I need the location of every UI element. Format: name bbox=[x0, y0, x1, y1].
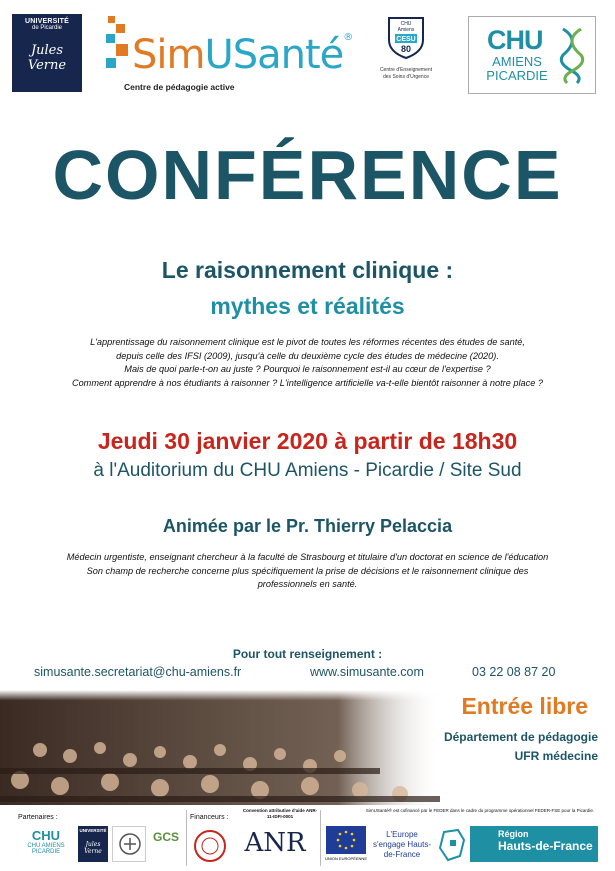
seal-icon bbox=[190, 828, 230, 864]
gcs-label: GCS bbox=[152, 830, 179, 844]
intro-line: Mais de quoi parle-t-on au juste ? Pourquoi le raisonnement est-il au cœur de l'expertise ? bbox=[124, 364, 491, 374]
cesu-number: 80 bbox=[400, 44, 412, 54]
simusante-part1: Sim bbox=[132, 32, 205, 78]
france-map-icon bbox=[436, 826, 468, 866]
chu-small-logo bbox=[18, 826, 74, 862]
region-name: Hauts-de-France bbox=[498, 839, 593, 853]
cesu-top2: Amiens bbox=[397, 27, 415, 33]
dept-line2: UFR médecine bbox=[514, 749, 598, 763]
chu-amiens-logo bbox=[468, 16, 596, 94]
chu-small-title: CHU bbox=[31, 828, 61, 843]
dna-helix-icon bbox=[559, 25, 585, 85]
speaker-bio bbox=[0, 551, 615, 592]
simusante-wordmark bbox=[132, 32, 352, 78]
partners-label: Partenaires : bbox=[18, 814, 58, 821]
gcs-logo bbox=[150, 826, 182, 862]
subtitle-line2: mythes et réalités bbox=[210, 293, 405, 319]
chu-line1: AMIENS bbox=[492, 54, 542, 69]
dept-line1: Département de pédagogie bbox=[443, 730, 598, 744]
convention-note: Convention attributive d'aide ANR-11-IDFI-0001 bbox=[242, 808, 318, 819]
bio-line: Médecin urgentiste, enseignant chercheur à la faculté de Strasbourg et titulaire d'un doctorat en science de l'éducation bbox=[66, 552, 549, 562]
anr-logo: ANR bbox=[234, 828, 316, 864]
ujv-small-line1: UNIVERSITÉ bbox=[79, 828, 107, 833]
event-place: à l'Auditorium du CHU Amiens - Picardie / Site Sud bbox=[93, 460, 522, 481]
simusante-part2: USanté bbox=[204, 32, 344, 78]
region-label: Région bbox=[498, 829, 529, 839]
emblem-icon bbox=[113, 827, 146, 862]
cesu-label: CESU bbox=[396, 36, 416, 43]
ujv-small-signature: Jules Verne bbox=[84, 841, 102, 855]
chu-title: CHU bbox=[487, 25, 543, 55]
ujv-line1: UNIVERSITÉ bbox=[24, 18, 69, 25]
region-map-logo bbox=[436, 826, 468, 866]
cesu-caption1: Centre d'Enseignement bbox=[379, 67, 433, 73]
chu-line2: PICARDIE bbox=[486, 68, 548, 83]
european-union-logo bbox=[324, 826, 368, 866]
simusante-logo bbox=[106, 16, 353, 94]
subtitle-line1: Le raisonnement clinique : bbox=[161, 257, 454, 283]
cesu-80-logo bbox=[364, 14, 448, 98]
cesu-top1: CHU bbox=[400, 21, 412, 27]
contact-phone: 03 22 08 87 20 bbox=[472, 665, 556, 679]
department-info bbox=[444, 728, 598, 766]
entry-free-label: Entrée libre bbox=[461, 693, 588, 719]
contact-website[interactable]: www.simusante.com bbox=[310, 665, 424, 679]
footer-separator bbox=[320, 810, 321, 866]
bio-line: professionnels en santé. bbox=[257, 579, 358, 589]
cesu-shield-icon bbox=[383, 14, 429, 60]
university-seal-logo bbox=[190, 828, 230, 864]
europe-engage-logo: L'Europe s'engage Hauts-de-France bbox=[372, 826, 432, 866]
page-title: CONFÉRENCE bbox=[52, 136, 563, 214]
intro-line: Comment apprendre à nos étudiants à raisonner ? L'intelligence artificielle va-t-elle bientôt raisonner à notre place ? bbox=[71, 377, 544, 388]
ujv-small-logo bbox=[78, 826, 108, 862]
contact-email[interactable]: simusante.secretariat@chu-amiens.fr bbox=[34, 665, 242, 679]
cesu-caption2: des Soins d'Urgence bbox=[383, 74, 429, 80]
intro-paragraph bbox=[0, 336, 615, 390]
feder-note: SimUSanté® est cofinancé par le FEDER dans le cadre du programme opérationnel FEDER-FSE pour la Picardie. bbox=[365, 808, 595, 813]
partner-emblem-logo bbox=[112, 826, 146, 862]
event-date: Jeudi 30 janvier 2020 à partir de 18h30 bbox=[97, 428, 518, 454]
speaker-line: Animée par le Pr. Thierry Pelaccia bbox=[162, 516, 453, 536]
eu-label: UNION EUROPÉENNE bbox=[324, 856, 367, 861]
universite-jules-verne-logo bbox=[12, 14, 82, 92]
simusante-squares-icon bbox=[106, 16, 132, 76]
ujv-line2: de Picardie bbox=[31, 25, 63, 31]
footer-partners bbox=[0, 806, 615, 871]
info-heading: Pour tout renseignement : bbox=[232, 647, 383, 661]
simusante-subtitle: Centre de pédagogie active bbox=[124, 82, 235, 92]
intro-line: depuis celle des IFSI (2009), jusqu'à celle du deuxième cycle des études de médecine (2020). bbox=[116, 350, 499, 361]
chu-small-caption: CHU AMIENS PICARDIE bbox=[27, 843, 65, 855]
footer-separator bbox=[186, 810, 187, 866]
ujv-signature: Jules Verne bbox=[27, 43, 67, 73]
region-hauts-de-france-logo bbox=[470, 826, 598, 862]
funders-label: Financeurs : bbox=[190, 814, 229, 821]
bio-line: Son champ de recherche concerne plus spécifiquement la prise de décisions et le raisonnement clinique des bbox=[86, 565, 529, 576]
registered-mark: ® bbox=[343, 32, 353, 43]
intro-line: L'apprentissage du raisonnement clinique est le pivot de toutes les réformes récentes des études de santé, bbox=[90, 337, 525, 347]
eu-flag-icon bbox=[326, 826, 366, 854]
